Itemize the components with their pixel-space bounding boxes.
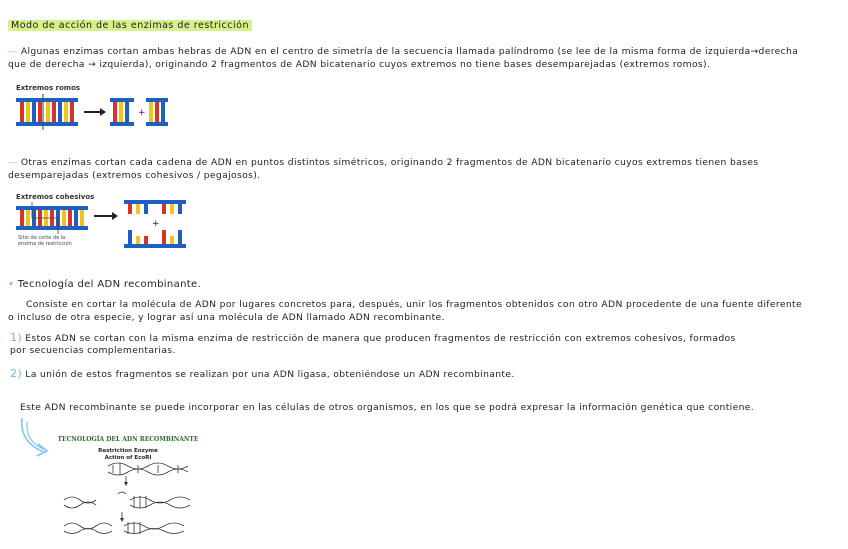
- step1-line1: 1) Estos ADN se cortan con la misma enzima de restricción de manera que producen fragmentos de restricción con extremos cohesivos, formados: [10, 331, 736, 344]
- closing-line: Este ADN recombinante se puede incorporar en las células de otros organismos, en los que se podrá expresar la información genética que contiene.: [20, 402, 755, 413]
- figure2-label: Extremos cohesivos: [16, 193, 95, 201]
- section3-para-line1: Consiste en cortar la molécula de ADN por lugares concretos para, después, unir los fragmentos obtenidos con otro ADN procedente de una fuente diferente: [26, 299, 802, 310]
- figure2-caption-line2: enzima de restricción: [18, 241, 72, 247]
- dna-full-strand: [16, 94, 78, 130]
- section2-line2: desemparejadas (extremos cohesivos / pegajosos).: [8, 170, 261, 181]
- blunt-ends-figure: [12, 84, 172, 132]
- figure3-title: TECNOLOGÍA DEL ADN RECOMBINANTE: [58, 436, 198, 443]
- dna-fragment-top: [124, 200, 186, 214]
- recombinant-dna-figure: [58, 432, 198, 536]
- dna-full-strand: [16, 202, 88, 234]
- section3-heading: • Tecnología del ADN recombinante.: [8, 279, 202, 290]
- dna-helix-top: [108, 463, 188, 475]
- svg-text:+: +: [152, 219, 160, 229]
- section1-line2: que de derecha → izquierda), originando 2 fragmentos de ADN bicatenario cuyos extremos no tiene bases desemparejadas (extremos romos).: [8, 59, 711, 70]
- arrow-right-icon: [84, 108, 106, 116]
- section1-line1: — Algunas enzimas cortan ambas hebras de ADN en el centro de simetría de la secuencia llamada palíndromo (se lee de la misma forma de izquierda→derecha: [8, 46, 799, 57]
- figure3-subtitle-line1: Restriction Enzyme: [98, 448, 158, 454]
- step2-line: 2) La unión de estos fragmentos se realizan por una ADN ligasa, obteniéndose un ADN recombinante.: [10, 367, 515, 380]
- dna-fragment-left: [110, 98, 134, 126]
- svg-text:+: +: [138, 108, 146, 118]
- page-title: Modo de acción de las enzimas de restricción: [8, 20, 252, 31]
- dna-fragment-bottom: [124, 230, 186, 248]
- arrow-right-icon: [94, 212, 118, 220]
- dna-helix-middle: [64, 492, 190, 508]
- cohesive-ends-figure: [12, 192, 192, 252]
- figure2-caption-line1: Sitio de corte de la: [18, 235, 66, 241]
- figure1-label: Extremos romos: [16, 84, 81, 92]
- step1-line2: por secuencias complementarias.: [10, 345, 176, 356]
- figure3-subtitle-line2: Action of EcoRI: [104, 455, 152, 461]
- section3-para-line2: o incluso de otra especie, y lograr así una molécula de ADN llamado ADN recombinante.: [8, 312, 445, 323]
- dna-helix-bottom: [64, 522, 184, 534]
- dna-fragment-right: [146, 98, 168, 126]
- section2-line1: — Otras enzimas cortan cada cadena de ADN en puntos distintos simétricos, originando 2 fragmentos de ADN bicatenario cuyos extremos tienen bases: [8, 157, 759, 168]
- curved-arrow-icon: [18, 416, 52, 458]
